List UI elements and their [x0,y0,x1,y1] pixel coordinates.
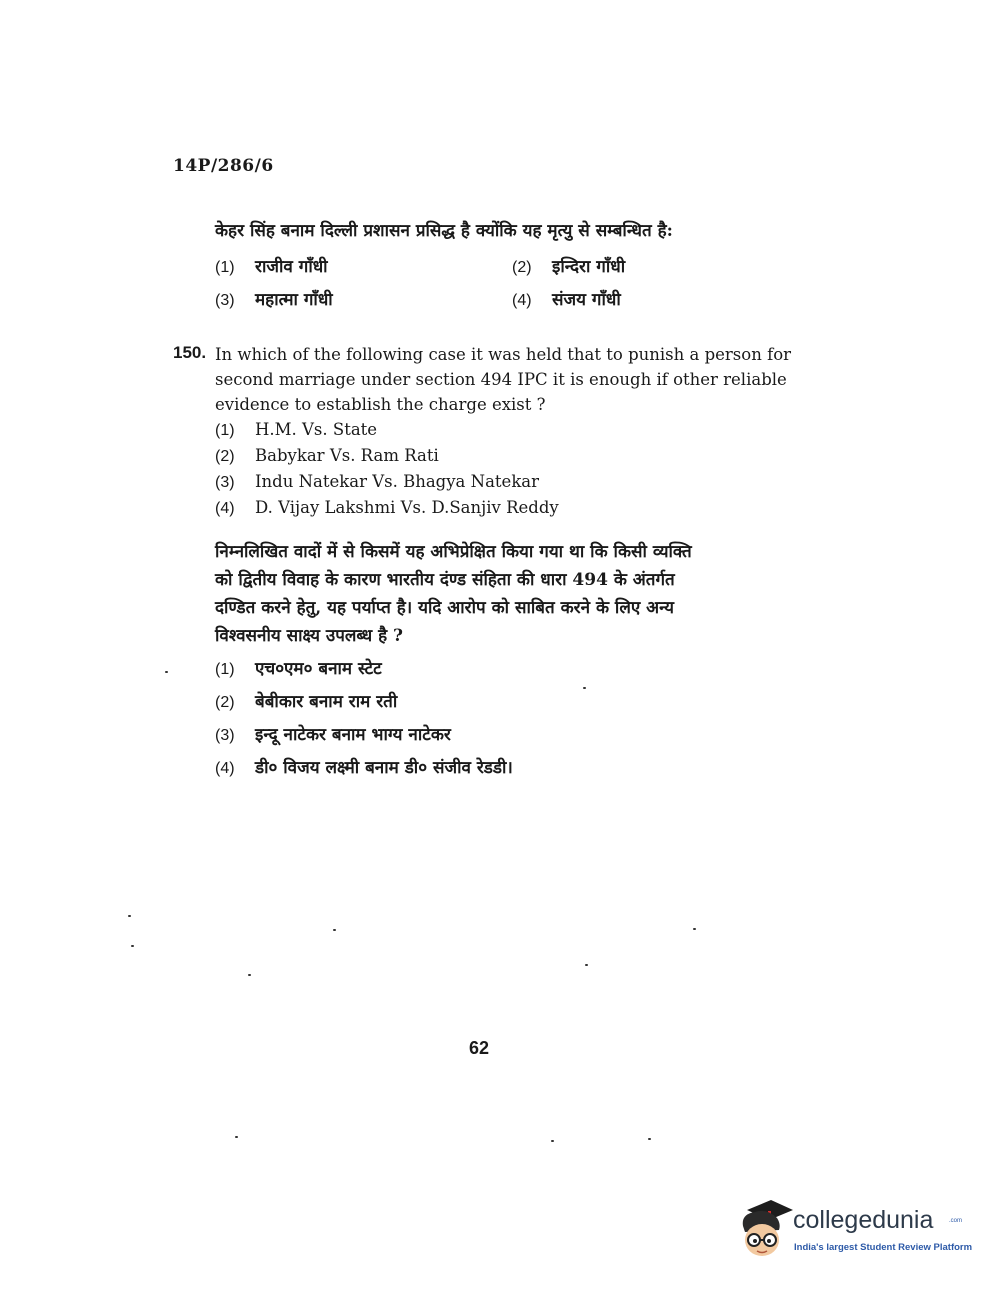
scan-speck [333,929,336,931]
option-number: (3) [215,727,235,744]
brand-domain: .com [949,1218,963,1224]
scan-speck [248,974,251,976]
hindi-option-4 [215,755,513,778]
scan-speck [585,964,588,966]
question-line: second marriage under section 494 IPC it is enough if other reliable [215,370,787,389]
option-number: (4) [215,760,235,777]
option-text: संजय गाँधी [552,290,621,310]
scan-speck [131,945,134,947]
english-option-4 [215,498,559,518]
question-line: निम्नलिखित वादों में से किसमें यह अभिप्रेक्षित किया गया था कि किसी व्यक्ति [215,542,692,562]
question-number: 150. [173,343,207,362]
question-line: दण्डित करने हेतु, यह पर्याप्त है। यदि आरोप को साबित करने के लिए अन्य [215,598,675,618]
option-text: इन्दू नाटेकर बनाम भाग्य नाटेकर [255,725,451,745]
option-text: Babykar Vs. Ram Rati [255,446,439,465]
hindi-option-1 [215,656,382,679]
option-text: इन्दिरा गाँधी [552,257,626,277]
scan-speck [165,671,168,673]
option-number: (3) [215,292,235,309]
question-line: को द्वितीय विवाह के कारण भारतीय दंण्ड संहिता की धारा 494 के अंतर्गत [215,570,675,590]
question-150-english [215,342,791,417]
prev-option-2 [512,254,625,277]
option-text: H.M. Vs. State [255,420,378,439]
scan-speck [693,928,696,930]
option-number: (2) [215,694,235,711]
brand-name: collegedunia [793,1206,934,1234]
option-number: (1) [215,661,235,678]
paper-code: 14P/286/6 [173,156,274,176]
option-number: (3) [215,474,235,491]
scan-speck [583,687,586,689]
option-number: (2) [512,259,532,276]
option-text: डी० विजय लक्ष्मी बनाम डी० संजीव रेडडी। [255,758,513,778]
prev-option-3 [215,287,333,310]
question-line: In which of the following case it was held that to punish a person for [215,345,792,364]
scan-speck [128,915,131,917]
question-line: विश्वसनीय साक्ष्य उपलब्ध है ? [215,626,403,646]
option-number: (4) [215,500,235,517]
option-number: (4) [512,292,532,309]
question-line: evidence to establish the charge exist ? [215,395,546,414]
question-150-hindi [215,538,805,650]
option-text: महात्मा गाँधी [255,290,333,310]
page-number: 62 [469,1038,490,1058]
option-text: राजीव गाँधी [255,257,328,277]
english-option-3 [215,472,539,492]
option-text: बेबीकार बनाम राम रती [255,692,398,712]
scan-speck [551,1140,554,1142]
prev-option-4 [512,287,621,310]
mascot-logo-icon [737,1196,793,1262]
option-text: D. Vijay Lakshmi Vs. D.Sanjiv Reddy [255,498,559,517]
option-number: (1) [215,422,235,439]
english-option-1 [215,420,377,440]
option-number: (1) [215,259,235,276]
collegedunia-watermark [737,1196,973,1266]
english-option-2 [215,446,439,466]
prev-option-1 [215,254,328,277]
hindi-option-2 [215,689,397,712]
option-number: (2) [215,448,235,465]
option-text: Indu Natekar Vs. Bhagya Natekar [255,472,540,491]
prev-question-hindi: केहर सिंह बनाम दिल्ली प्रशासन प्रसिद्ध है क्योंकि यह मृत्यु से सम्बन्धित है: [215,221,673,241]
brand-tagline: India's largest Student Review Platform [794,1242,973,1253]
hindi-option-3 [215,722,451,745]
scan-speck [235,1136,238,1138]
scan-speck [648,1138,651,1140]
option-text: एच०एम० बनाम स्टेट [255,659,382,679]
